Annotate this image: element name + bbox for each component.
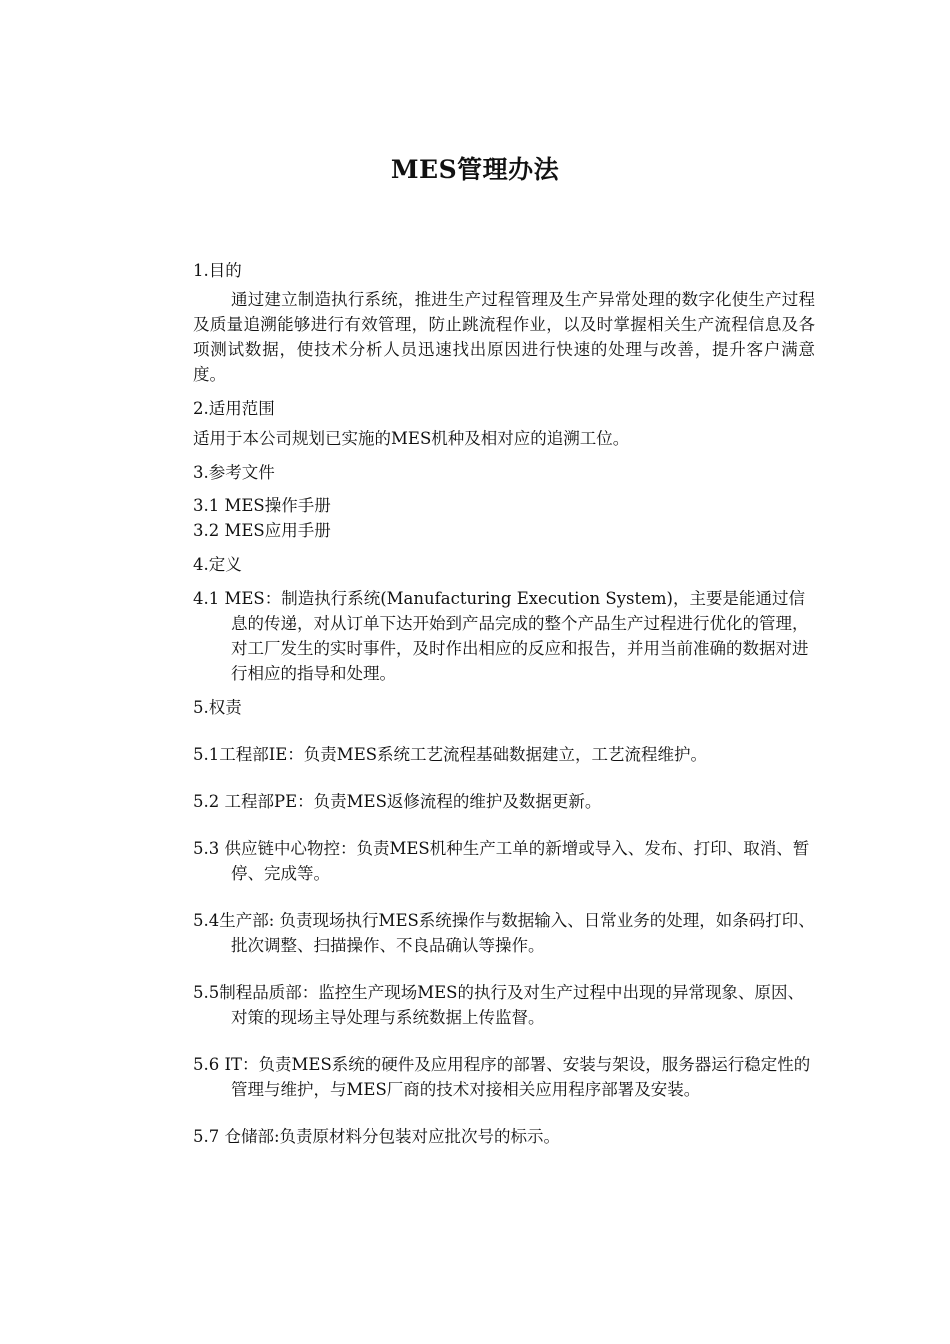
section-2-heading: 2.适用范围 bbox=[193, 399, 275, 418]
section-3-2: 3.2 MES应用手册 bbox=[193, 521, 331, 540]
section-5-1: 5.1工程部IE：负责MES系统工艺流程基础数据建立，工艺流程维护。 bbox=[193, 745, 708, 764]
section-5-6: 5.6 IT：负责MES系统的硬件及应用程序的部署、安装与架设，服务器运行稳定性的管理与维护，与MES厂商的技术对接相关应用程序部署及安装。 bbox=[193, 1055, 811, 1099]
document-body bbox=[193, 258, 815, 1149]
section-5-4: 5.4生产部: 负责现场执行MES系统操作与数据输入、日常业务的处理，如条码打印、批次调整、扫描操作、不良品确认等操作。 bbox=[193, 911, 815, 955]
section-3-heading: 3.参考文件 bbox=[193, 463, 275, 482]
section-5-2: 5.2 工程部PE：负责MES返修流程的维护及数据更新。 bbox=[193, 792, 602, 811]
section-2-body: 适用于本公司规划已实施的MES机种及相对应的追溯工位。 bbox=[193, 429, 630, 448]
section-1-body: 通过建立制造执行系统，推进生产过程管理及生产异常处理的数字化使生产过程及质量追溯能够进行有效管理，防止跳流程作业，以及时掌握相关生产流程信息及各项测试数据，使技术分析人员迅速找出原因进行快速的处理与改善，提升客户满意度。 bbox=[193, 290, 815, 384]
section-1-heading: 1.目的 bbox=[193, 261, 242, 280]
section-5-7: 5.7 仓储部:负责原材料分包装对应批次号的标示。 bbox=[193, 1127, 561, 1146]
section-3-1: 3.1 MES操作手册 bbox=[193, 496, 331, 515]
section-4-1: 4.1 MES：制造执行系统(Manufacturing Execution System)，主要是能通过信息的传递，对从订单下达开始到产品完成的整个产品生产过程进行优化的管理，对工厂发生的实时事件，及时作出相应的反应和报告，并用当前准确的数据对进行相应的指导和处理。 bbox=[193, 589, 809, 683]
section-5-3: 5.3 供应链中心物控：负责MES机种生产工单的新增或导入、发布、打印、取消、暂停、完成等。 bbox=[193, 839, 810, 883]
section-5-5: 5.5制程品质部：监控生产现场MES的执行及对生产过程中出现的异常现象、原因、对策的现场主导处理与系统数据上传监督。 bbox=[193, 983, 804, 1027]
document-title: MES管理办法 bbox=[390, 155, 560, 184]
section-4-heading: 4.定义 bbox=[193, 555, 242, 574]
section-5-heading: 5.权责 bbox=[193, 698, 242, 717]
